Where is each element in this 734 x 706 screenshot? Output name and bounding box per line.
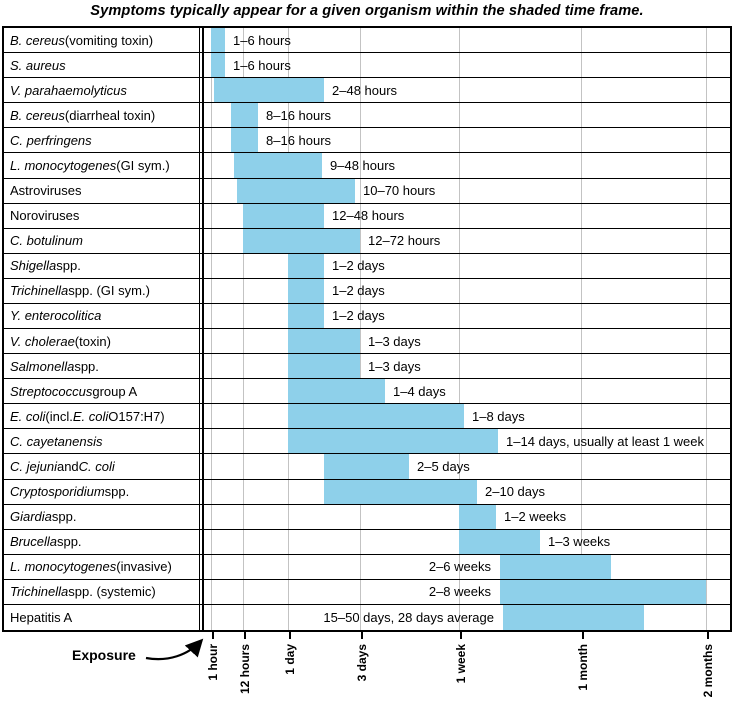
gridline — [459, 128, 460, 152]
organism-name-part: L. monocytogenes — [10, 559, 117, 575]
organism-label — [4, 229, 200, 253]
organism-name-part: Noroviruses — [10, 208, 80, 224]
gridline — [243, 304, 244, 328]
organism-name-part: (vomiting toxin) — [64, 32, 154, 48]
range-label: 1–2 days — [332, 283, 385, 299]
organism-name-part: C. cayetanensis — [10, 433, 103, 449]
gridline — [360, 179, 361, 203]
gridline — [581, 505, 582, 529]
row-plot — [202, 480, 730, 504]
range-label: 10–70 hours — [363, 183, 436, 199]
gridline — [211, 279, 212, 303]
organism-label — [4, 78, 200, 102]
organism-label — [4, 179, 200, 203]
table-row — [4, 153, 730, 178]
gridline — [706, 404, 707, 428]
incubation-bar — [324, 454, 409, 478]
range-label: 2–6 weeks — [428, 559, 491, 575]
range-label: 8–16 hours — [266, 107, 332, 123]
gridline — [211, 304, 212, 328]
organism-name-part: spp. — [74, 358, 99, 374]
gridline — [581, 103, 582, 127]
row-plot — [202, 254, 730, 278]
gridline — [243, 404, 244, 428]
organism-label — [4, 204, 200, 228]
organism-name-part: Brucella — [10, 534, 57, 550]
range-label: 8–16 hours — [266, 132, 332, 148]
gridline — [459, 28, 460, 52]
range-label: 9–48 hours — [330, 157, 396, 173]
gridline — [581, 28, 582, 52]
row-plot — [202, 28, 730, 52]
row-plot — [202, 580, 730, 604]
gridline — [243, 379, 244, 403]
incubation-bar — [237, 179, 355, 203]
organism-label — [4, 304, 200, 328]
organism-name-part: (incl. — [45, 408, 73, 424]
table-row — [4, 454, 730, 479]
table-row — [4, 53, 730, 78]
range-label: 1–3 weeks — [548, 534, 611, 550]
gridline — [211, 354, 212, 378]
gridline — [706, 128, 707, 152]
range-label: 1–4 days — [393, 383, 446, 399]
gridline — [360, 530, 361, 554]
range-label: 1–2 weeks — [504, 509, 567, 525]
gridline — [211, 254, 212, 278]
axis-tick-label: 1 month — [576, 644, 590, 691]
organism-name-part: B. cereus — [10, 32, 65, 48]
row-plot — [202, 204, 730, 228]
organism-name-part: E. coli — [10, 408, 46, 424]
gridline — [243, 354, 244, 378]
organism-label — [4, 530, 200, 554]
organism-name-part: Cryptosporidium — [10, 484, 105, 500]
organism-name-part: S. aureus — [10, 57, 66, 73]
row-plot — [202, 429, 730, 453]
incubation-bar — [288, 379, 385, 403]
incubation-bar — [211, 53, 225, 77]
axis-tick — [460, 632, 462, 639]
table-row — [4, 304, 730, 329]
axis-tick-label: 12 hours — [238, 644, 252, 695]
organism-name-part: Streptococcus — [10, 383, 93, 399]
organism-name-part: (diarrheal toxin) — [64, 107, 156, 123]
incubation-bar — [214, 78, 324, 102]
row-plot — [202, 404, 730, 428]
table-row — [4, 404, 730, 429]
x-axis — [206, 632, 730, 706]
gridline — [211, 454, 212, 478]
organism-name-part: O157:H7) — [108, 408, 165, 424]
gridline — [288, 454, 289, 478]
range-label: 2–5 days — [417, 458, 470, 474]
range-label: 1–3 days — [368, 358, 421, 374]
axis-tick-label: 1 week — [454, 644, 468, 684]
gridline — [459, 204, 460, 228]
organism-name-part: Trichinella — [10, 584, 69, 600]
gridline — [706, 605, 707, 630]
gridline — [581, 480, 582, 504]
range-label: 2–48 hours — [332, 82, 398, 98]
gridline — [581, 454, 582, 478]
table-row — [4, 78, 730, 103]
row-plot — [202, 454, 730, 478]
incubation-bar — [288, 304, 324, 328]
gridline — [211, 530, 212, 554]
organism-label — [4, 480, 200, 504]
incubation-bar — [288, 354, 360, 378]
axis-tick — [289, 632, 291, 639]
incubation-bar — [500, 555, 611, 579]
organism-label — [4, 153, 200, 177]
gridline — [243, 254, 244, 278]
axis-tick — [244, 632, 246, 639]
axis-tick-label: 2 months — [701, 644, 715, 698]
gridline — [706, 229, 707, 253]
exposure-label: Exposure — [72, 647, 136, 663]
range-label: 12–72 hours — [368, 233, 441, 249]
gridline — [211, 204, 212, 228]
organism-label — [4, 28, 200, 52]
gridline — [211, 505, 212, 529]
gridline — [581, 304, 582, 328]
organism-label — [4, 254, 200, 278]
organism-label — [4, 555, 200, 579]
incubation-bar — [243, 204, 324, 228]
gridline — [706, 153, 707, 177]
organism-name-part: spp. (systemic) — [68, 584, 156, 600]
table-row — [4, 530, 730, 555]
row-plot — [202, 530, 730, 554]
incubation-bar — [459, 505, 496, 529]
table-row — [4, 28, 730, 53]
axis-tick — [707, 632, 709, 639]
table-row — [4, 555, 730, 580]
range-label: 1–6 hours — [233, 32, 291, 48]
gridline — [581, 404, 582, 428]
row-plot — [202, 153, 730, 177]
gridline — [459, 153, 460, 177]
axis-tick — [361, 632, 363, 639]
gridline — [243, 505, 244, 529]
gridline — [459, 53, 460, 77]
gridline — [243, 454, 244, 478]
incubation-bar — [231, 103, 258, 127]
gridline — [288, 480, 289, 504]
organism-label — [4, 454, 200, 478]
gridline — [706, 254, 707, 278]
incubation-bar — [243, 229, 360, 253]
gridline — [211, 229, 212, 253]
gridline — [459, 379, 460, 403]
incubation-bar — [324, 480, 477, 504]
organism-label — [4, 329, 200, 353]
organism-name-part: Y. enterocolitica — [10, 308, 102, 324]
table-row — [4, 429, 730, 454]
range-label: 1–2 days — [332, 308, 385, 324]
chart-table — [2, 26, 732, 632]
gridline — [581, 78, 582, 102]
gridline — [211, 78, 212, 102]
range-label: 2–8 weeks — [428, 584, 491, 600]
row-plot — [202, 379, 730, 403]
gridline — [706, 480, 707, 504]
gridline — [459, 304, 460, 328]
gridline — [360, 103, 361, 127]
gridline — [581, 379, 582, 403]
gridline — [706, 304, 707, 328]
axis-tick-label: 3 days — [355, 644, 369, 682]
row-plot — [202, 78, 730, 102]
organism-name-part: C. botulinum — [10, 233, 83, 249]
organism-name-part: spp. — [51, 509, 77, 525]
range-label: 1–3 days — [368, 333, 421, 349]
incubation-bar — [288, 329, 360, 353]
table-row — [4, 329, 730, 354]
table-row — [4, 179, 730, 204]
table-row — [4, 505, 730, 530]
gridline — [706, 454, 707, 478]
row-plot — [202, 555, 730, 579]
gridline — [581, 179, 582, 203]
gridline — [581, 354, 582, 378]
axis-tick — [582, 632, 584, 639]
table-row — [4, 103, 730, 128]
gridline — [706, 279, 707, 303]
organism-name-part: group A — [92, 383, 138, 399]
row-plot — [202, 229, 730, 253]
table-row — [4, 128, 730, 153]
gridline — [211, 128, 212, 152]
row-plot — [202, 505, 730, 529]
gridline — [459, 103, 460, 127]
gridline — [211, 103, 212, 127]
row-plot — [202, 329, 730, 353]
axis-tick-label: 1 day — [283, 644, 297, 675]
range-label: 1–2 days — [332, 258, 385, 274]
gridline — [360, 505, 361, 529]
chart-title: Symptoms typically appear for a given organism within the shaded time frame. — [90, 3, 644, 19]
table-row — [4, 279, 730, 304]
incubation-bar — [500, 580, 706, 604]
row-plot — [202, 605, 730, 630]
organism-name-part: C. jejuni — [10, 458, 57, 474]
organism-name-part: spp. (GI sym.) — [68, 283, 150, 299]
gridline — [581, 204, 582, 228]
gridline — [581, 279, 582, 303]
organism-name-part: Salmonella — [10, 358, 75, 374]
organism-label — [4, 53, 200, 77]
table-row — [4, 605, 730, 630]
organism-name-part: L. monocytogenes — [10, 157, 117, 173]
gridline — [459, 279, 460, 303]
organism-label — [4, 354, 200, 378]
organism-name-part: Trichinella — [10, 283, 69, 299]
table-row — [4, 379, 730, 404]
gridline — [581, 53, 582, 77]
organism-name-part: Shigella — [10, 258, 57, 274]
gridline — [706, 28, 707, 52]
table-row — [4, 229, 730, 254]
gridline — [706, 103, 707, 127]
row-plot — [202, 179, 730, 203]
gridline — [581, 229, 582, 253]
range-label: 1–6 hours — [233, 57, 291, 73]
organism-label — [4, 505, 200, 529]
gridline — [288, 530, 289, 554]
organism-name-part: spp. — [56, 534, 82, 550]
incubation-bar — [288, 254, 324, 278]
gridline — [706, 329, 707, 353]
gridline — [706, 379, 707, 403]
gridline — [706, 429, 707, 453]
organism-label — [4, 404, 200, 428]
organism-name-part: (invasive) — [116, 559, 172, 575]
row-plot — [202, 354, 730, 378]
table-row — [4, 354, 730, 379]
organism-label — [4, 279, 200, 303]
range-label: 2–10 days — [485, 484, 545, 500]
gridline — [706, 179, 707, 203]
gridline — [243, 279, 244, 303]
range-label: 15–50 days, 28 days average — [323, 609, 494, 625]
incubation-bar — [503, 605, 644, 630]
organism-name-part: (toxin) — [74, 333, 111, 349]
gridline — [360, 28, 361, 52]
organism-name-part: Giardia — [10, 509, 52, 525]
gridline — [459, 229, 460, 253]
row-plot — [202, 279, 730, 303]
organism-name-part: E. coli — [72, 408, 109, 424]
gridline — [288, 505, 289, 529]
gridline — [211, 480, 212, 504]
incubation-bar — [288, 429, 498, 453]
organism-label — [4, 605, 200, 630]
incubation-bar — [288, 279, 324, 303]
incubation-bar — [211, 28, 225, 52]
gridline — [706, 78, 707, 102]
organism-label — [4, 429, 200, 453]
organism-name-part: Astroviruses — [10, 183, 82, 199]
gridline — [581, 153, 582, 177]
gridline — [459, 254, 460, 278]
organism-name-part: C. perfringens — [10, 132, 92, 148]
gridline — [211, 429, 212, 453]
gridline — [360, 53, 361, 77]
range-label: 1–14 days, usually at least 1 week — [506, 433, 705, 449]
gridline — [211, 329, 212, 353]
table-row — [4, 254, 730, 279]
gridline — [706, 53, 707, 77]
organism-name-part: V. parahaemolyticus — [10, 82, 127, 98]
incubation-bar — [459, 530, 540, 554]
gridline — [706, 555, 707, 579]
organism-label — [4, 103, 200, 127]
organism-name-part: B. cereus — [10, 107, 65, 123]
incubation-bar — [288, 404, 464, 428]
range-label: 1–8 days — [472, 408, 525, 424]
gridline — [459, 354, 460, 378]
gridline — [581, 329, 582, 353]
gridline — [706, 354, 707, 378]
gridline — [459, 179, 460, 203]
incubation-bar — [234, 153, 322, 177]
gridline — [581, 254, 582, 278]
gridline — [211, 379, 212, 403]
gridline — [243, 329, 244, 353]
organism-label — [4, 379, 200, 403]
organism-name-part: Hepatitis A — [10, 609, 73, 625]
organism-label — [4, 128, 200, 152]
row-plot — [202, 304, 730, 328]
organism-name-part: (GI sym.) — [116, 157, 170, 173]
gridline — [459, 329, 460, 353]
row-plot — [202, 103, 730, 127]
gridline — [243, 429, 244, 453]
gridline — [211, 179, 212, 203]
gridline — [360, 128, 361, 152]
organism-name-part: C. coli — [78, 458, 115, 474]
row-plot — [202, 128, 730, 152]
gridline — [459, 78, 460, 102]
gridline — [243, 530, 244, 554]
organism-label — [4, 580, 200, 604]
gridline — [706, 204, 707, 228]
gridline — [706, 530, 707, 554]
gridline — [211, 404, 212, 428]
gridline — [211, 153, 212, 177]
organism-name-part: spp. — [104, 484, 130, 500]
organism-name-part: spp. — [56, 258, 81, 274]
axis-tick-label: 1 hour — [206, 644, 220, 681]
gridline — [706, 505, 707, 529]
table-row — [4, 204, 730, 229]
gridline — [581, 128, 582, 152]
gridline — [243, 480, 244, 504]
table-row — [4, 580, 730, 605]
incubation-bar — [231, 128, 258, 152]
exposure-arrow-icon — [142, 630, 212, 664]
organism-name-part: and — [56, 458, 79, 474]
axis-tick — [212, 632, 214, 639]
organism-name-part: V. cholerae — [10, 333, 75, 349]
table-row — [4, 480, 730, 505]
range-label: 12–48 hours — [332, 208, 405, 224]
row-plot — [202, 53, 730, 77]
